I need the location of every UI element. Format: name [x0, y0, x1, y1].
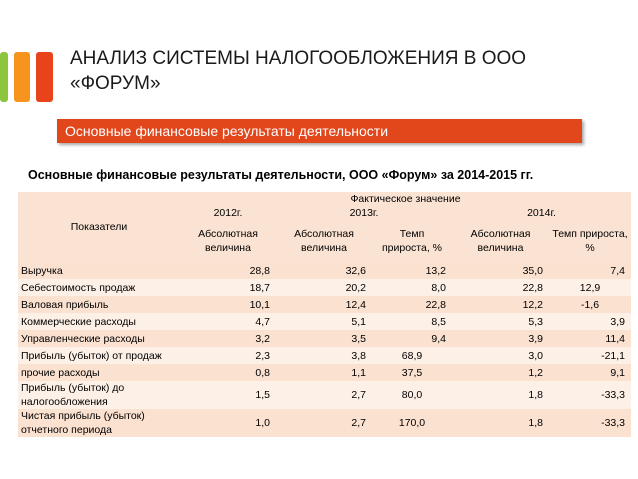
header-abs-2013: Абсолютная величина [276, 220, 372, 262]
cell-growth-2013: 8,5 [372, 313, 452, 330]
section-banner: Основные финансовые результаты деятельности [57, 119, 582, 143]
decor-bar-red [36, 52, 53, 102]
cell-growth-2014: -33,3 [549, 409, 631, 437]
cell-abs-2014: 1,2 [452, 364, 549, 381]
cell-abs-2013: 2,7 [276, 381, 372, 409]
row-name: Себестоимость продаж [18, 279, 180, 296]
table-row [18, 330, 631, 347]
cell-abs-2013: 32,6 [276, 262, 372, 279]
header-year-2012: 2012г. [180, 206, 276, 220]
cell-abs-2012: 2,3 [180, 347, 276, 364]
cell-growth-2014: 7,4 [549, 262, 631, 279]
row-name: прочие расходы [18, 364, 180, 381]
table-row [18, 296, 631, 313]
decor-bar-orange [14, 52, 30, 102]
cell-abs-2014: 3,0 [452, 347, 549, 364]
row-name: Валовая прибыль [18, 296, 180, 313]
header-actual-value: Фактическое значение [180, 192, 631, 206]
cell-abs-2013: 5,1 [276, 313, 372, 330]
slide-title: АНАЛИЗ СИСТЕМЫ НАЛОГООБЛОЖЕНИЯ В ООО «ФОРУМ» [70, 48, 527, 94]
cell-abs-2013: 2,7 [276, 409, 372, 437]
cell-abs-2012: 4,7 [180, 313, 276, 330]
cell-growth-2013: 22,8 [372, 296, 452, 313]
cell-growth-2013: 8,0 [372, 279, 452, 296]
header-abs-2012: Абсолютная величина [180, 220, 276, 262]
row-name: Управленческие расходы [18, 330, 180, 347]
cell-abs-2014: 1,8 [452, 381, 549, 409]
header-abs-2014: Абсолютная величина [452, 220, 549, 262]
cell-abs-2014: 1,8 [452, 409, 549, 437]
row-name: Прибыль (убыток) от продаж [18, 347, 180, 364]
cell-growth-2013: 170,0 [372, 409, 452, 437]
header-year-2013: 2013г. [276, 206, 452, 220]
cell-abs-2014: 12,2 [452, 296, 549, 313]
header-growth-2013: Темп прироста, % [372, 220, 452, 262]
table-row [18, 262, 631, 279]
cell-growth-2014: 3,9 [549, 313, 631, 330]
header-year-2014: 2014г. [452, 206, 631, 220]
cell-growth-2013: 68,9 [372, 347, 452, 364]
cell-abs-2012: 1,0 [180, 409, 276, 437]
table-row [18, 364, 631, 381]
cell-growth-2014: 11,4 [549, 330, 631, 347]
cell-abs-2013: 12,4 [276, 296, 372, 313]
cell-abs-2013: 1,1 [276, 364, 372, 381]
table-row [18, 347, 631, 364]
cell-abs-2014: 5,3 [452, 313, 549, 330]
cell-growth-2013: 80,0 [372, 381, 452, 409]
table-row [18, 381, 631, 409]
cell-abs-2012: 28,8 [180, 262, 276, 279]
cell-growth-2013: 37,5 [372, 364, 452, 381]
cell-growth-2013: 13,2 [372, 262, 452, 279]
cell-abs-2012: 1,5 [180, 381, 276, 409]
cell-abs-2013: 3,8 [276, 347, 372, 364]
table-row [18, 409, 631, 437]
decor-bar-green [0, 52, 8, 102]
cell-abs-2012: 10,1 [180, 296, 276, 313]
cell-abs-2013: 20,2 [276, 279, 372, 296]
cell-abs-2013: 3,5 [276, 330, 372, 347]
cell-growth-2014: -33,3 [549, 381, 631, 409]
row-name: Чистая прибыль (убыток) отчетного периода [18, 409, 180, 437]
cell-growth-2014: -1,6 [549, 296, 631, 313]
table-caption: Основные финансовые результаты деятельности, ООО «Форум» за 2014-2015 гг. [28, 168, 534, 182]
cell-abs-2012: 3,2 [180, 330, 276, 347]
header-growth-2014: Темп прироста, % [549, 220, 631, 262]
table-row [18, 279, 631, 296]
cell-abs-2014: 3,9 [452, 330, 549, 347]
cell-growth-2014: 12,9 [549, 279, 631, 296]
row-name: Прибыль (убыток) до налогообложения [18, 381, 180, 409]
cell-growth-2013: 9,4 [372, 330, 452, 347]
cell-growth-2014: 9,1 [549, 364, 631, 381]
cell-abs-2014: 35,0 [452, 262, 549, 279]
row-name: Коммерческие расходы [18, 313, 180, 330]
header-indicators: Показатели [18, 192, 180, 262]
row-name: Выручка [18, 262, 180, 279]
table-row [18, 313, 631, 330]
financial-results-table [18, 192, 631, 437]
cell-abs-2012: 0,8 [180, 364, 276, 381]
cell-growth-2014: -21,1 [549, 347, 631, 364]
cell-abs-2014: 22,8 [452, 279, 549, 296]
cell-abs-2012: 18,7 [180, 279, 276, 296]
